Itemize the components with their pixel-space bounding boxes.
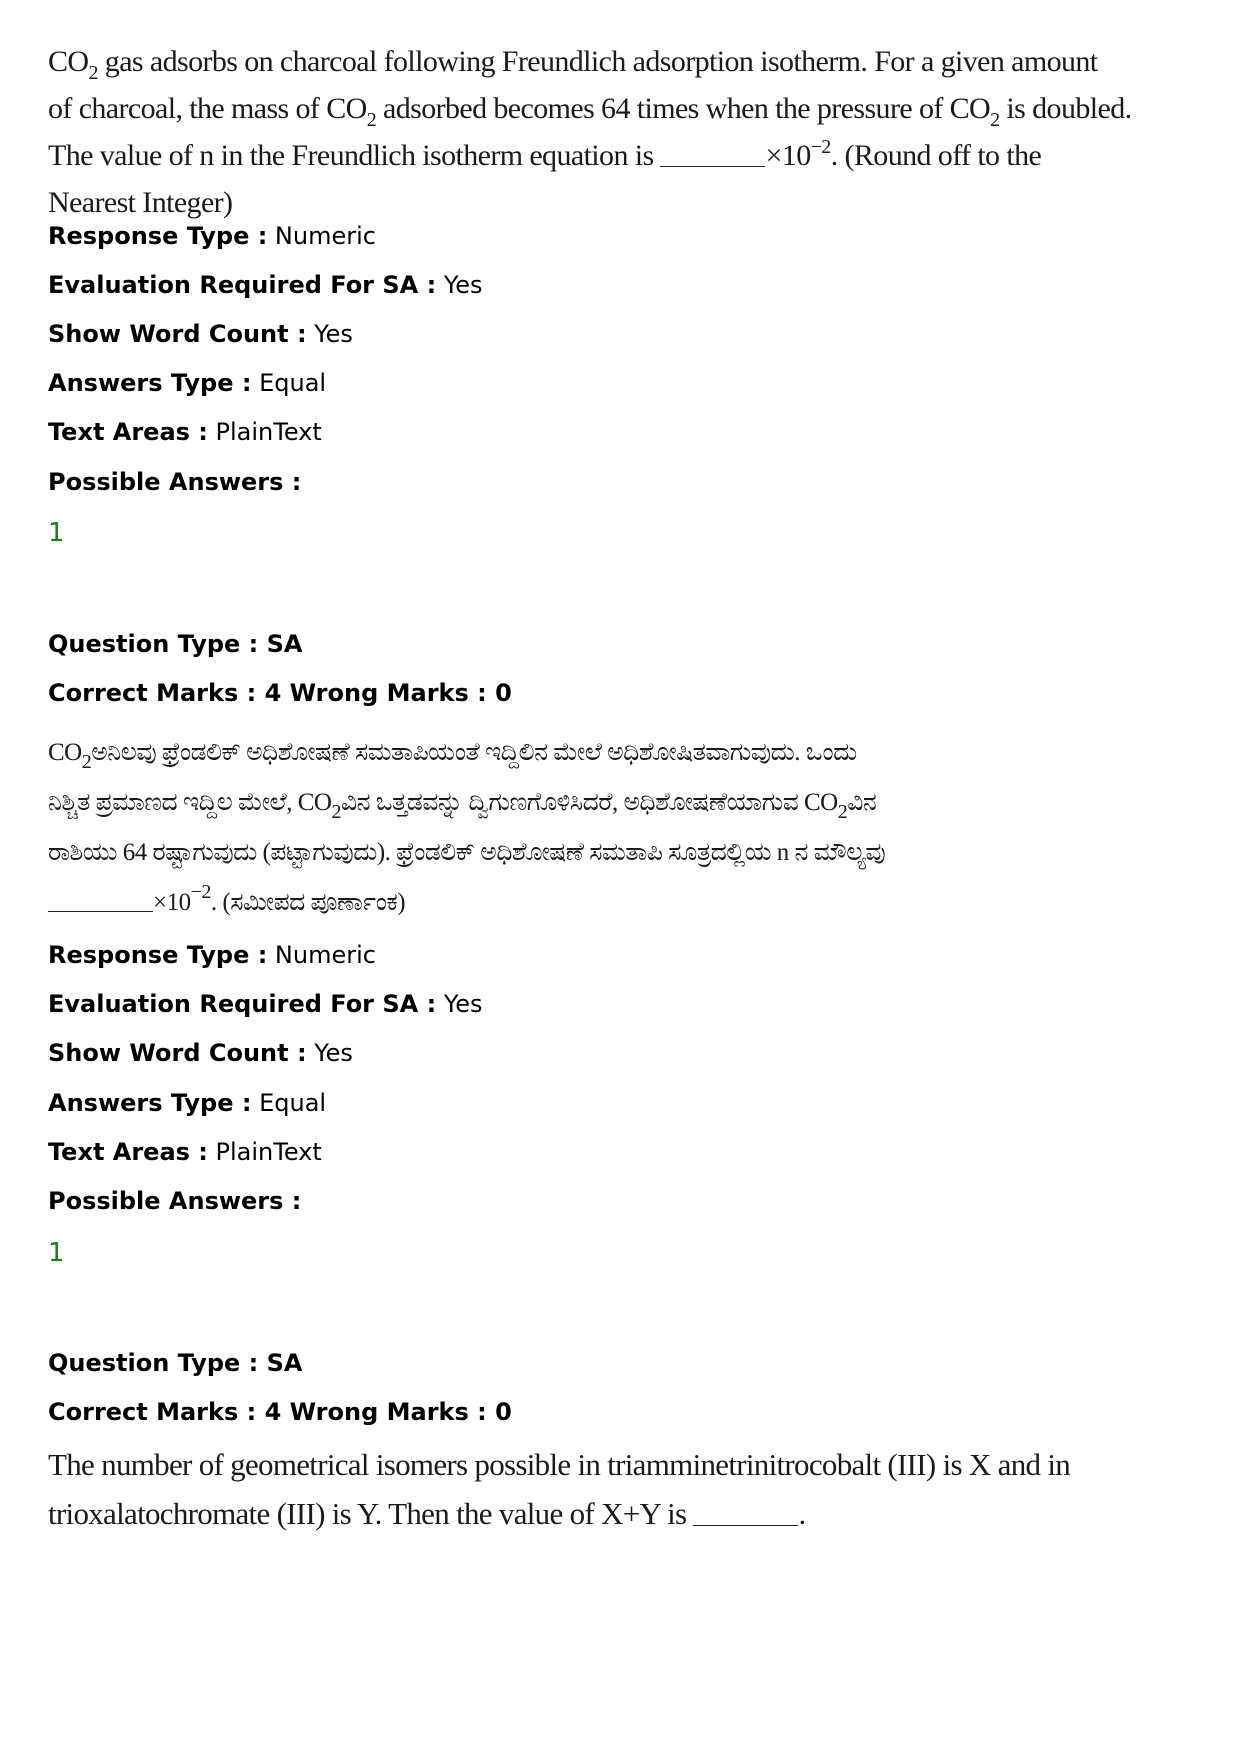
- possible-answers-label: Possible Answers :: [48, 468, 302, 496]
- show-word-count-field: Show Word Count : Yes: [48, 320, 353, 348]
- answer-blank: [693, 1501, 798, 1526]
- question-2-line-2: ನಿಶ್ಚಿತ ಪ್ರಮಾಣದ ಇದ್ದಿಲ ಮೇಲೆ, $CO_2ವಿನ$ ಒತ್ತಡವನ್ನು ದ್ವಿಗುಣಗೊಳಿಸಿದರೆ, ಅಧಿಶೋಷಣೆಯಾಗುವ $CO_2ವಿನ$: [48, 789, 877, 823]
- question-3-image: [48, 1440, 1070, 1538]
- question-type-label: Question Type : SA: [48, 630, 303, 658]
- possible-answers-label: Possible Answers :: [48, 1187, 302, 1215]
- question-2-line-1: $CO_2ಅನಿಲವು$ ಫ್ರೆಂಡಲಿಕ್ ಅಧಿಶೋಷಣೆ ಸಮತಾಪಿಯಂತೆ ಇದ್ದಿಲಿನ ಮೇಲೆ ಅಧಿಶೋಷಿತವಾಗುವುದು. ಒಂದು: [48, 739, 857, 773]
- question-1-image: [48, 38, 1132, 226]
- marks-label: Correct Marks : 4 Wrong Marks : 0: [48, 679, 512, 707]
- possible-answer-value: 1: [48, 1238, 65, 1268]
- answer-blank: [48, 887, 153, 912]
- answer-blank: [660, 142, 765, 167]
- possible-answer-value: 1: [48, 518, 65, 548]
- question-2-image: [48, 728, 885, 928]
- show-word-count-field: Show Word Count : Yes: [48, 1039, 353, 1067]
- evaluation-required-field: Evaluation Required For SA : Yes: [48, 990, 483, 1018]
- question-1-line-1: $CO_2$ gas adsorbs on charcoal following Freundlich adsorption isotherm. For a given amount: [48, 45, 1098, 84]
- answers-type-field: Answers Type : Equal: [48, 369, 327, 397]
- question-type-label: Question Type : SA: [48, 1349, 303, 1377]
- text-areas-field: Text Areas : PlainText: [48, 418, 322, 446]
- question-1-line-4: Nearest Integer): [48, 186, 233, 219]
- question-3-line-1: The number of geometrical isomers possible in triamminetrinitrocobalt (III) is X and in: [48, 1447, 1071, 1482]
- question-3-line-2: trioxalatochromate (III) is Y. Then the value of X+Y is .: [48, 1496, 806, 1531]
- marks-label: Correct Marks : 4 Wrong Marks : 0: [48, 1398, 512, 1426]
- question-1-line-2: of charcoal, the mass of $CO_2$ adsorbed becomes 64 times when the pressure of $CO_2$ is doubled.: [48, 92, 1132, 131]
- question-1-line-3: The value of n in the Freundlich isotherm equation is $\times 10^{-2}$. (Round off to the: [48, 136, 1042, 172]
- response-type-field: Response Type : Numeric: [48, 941, 376, 969]
- response-type-field: Response Type : Numeric: [48, 222, 376, 250]
- answers-type-field: Answers Type : Equal: [48, 1089, 327, 1117]
- evaluation-required-field: Evaluation Required For SA : Yes: [48, 271, 483, 299]
- text-areas-field: Text Areas : PlainText: [48, 1138, 322, 1166]
- question-2-line-4: $\times 10^{-2}$. (ಸಮೀಪದ ಪೂರ್ಣಾಂಕ): [48, 878, 885, 928]
- question-2-line-3: ರಾಶಿಯು 64 ರಷ್ಟಾಗುವುದು (ಪಟ್ಟಾಗುವುದು). ಫ್ರೆಂಡಲಿಕ್ ಅಧಿಶೋಷಣೆ ಸಮತಾಪಿ ಸೂತ್ರದಲ್ಲಿಯ n ನ ಮೌಲ್ಯವು: [48, 839, 886, 866]
